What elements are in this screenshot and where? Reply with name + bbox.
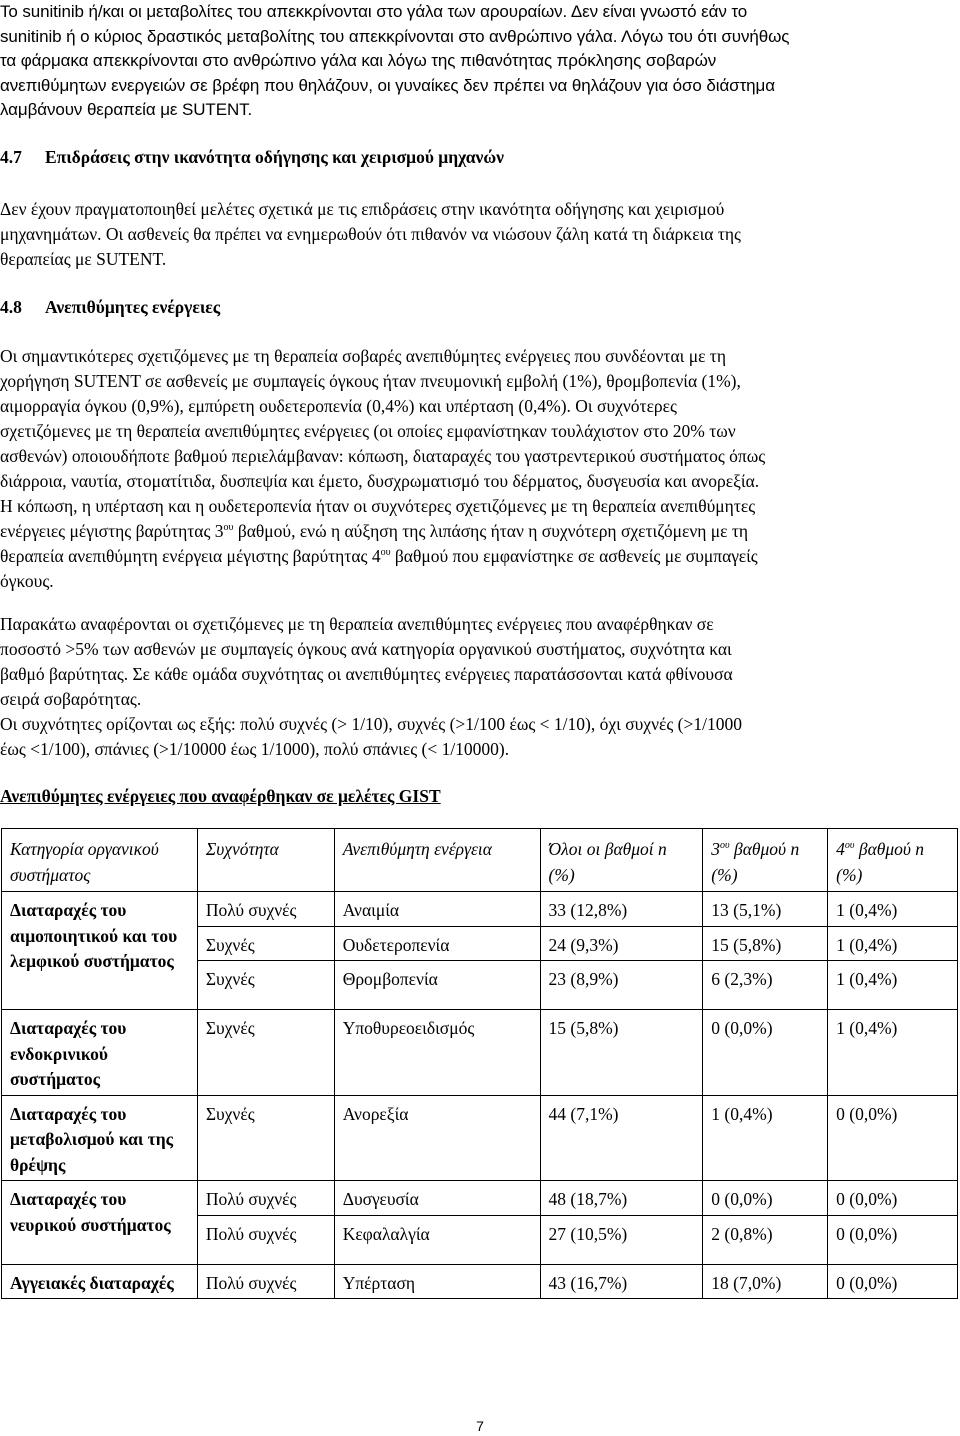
table-row	[2, 1010, 958, 1096]
grade-3-cell: 0 (0,0%)	[703, 1181, 828, 1216]
system-cell: Αγγειακές διαταραχές	[2, 1264, 198, 1299]
text-line: τα φάρμακα απεκκρίνονται στο ανθρώπινο γάλα και λόγω της πιθανότητας πρόκλησης σοβαρών	[0, 51, 717, 70]
all-grades-cell: 15 (5,8%)	[540, 1010, 703, 1096]
system-cell: Διαταραχές του μεταβολισμού και της θρέψης	[2, 1095, 198, 1181]
grade-4-cell: 0 (0,0%)	[828, 1264, 958, 1299]
all-grades-cell: 33 (12,8%)	[540, 892, 703, 927]
grade-4-cell: 1 (0,4%)	[828, 926, 958, 961]
lactation-paragraph	[0, 0, 950, 123]
grade-3-cell: 1 (0,4%)	[703, 1095, 828, 1181]
frequency-cell: Συχνές	[197, 926, 334, 961]
grade-4-cell: 1 (0,4%)	[828, 892, 958, 927]
table-header-row	[2, 829, 958, 892]
section-number: 4.7	[0, 147, 22, 167]
text-line: ανεπιθύμητων ενεργειών σε βρέφη που θηλάζουν, οι γυναίκες δεν πρέπει να θηλάζουν για όσο διάστημα	[0, 75, 775, 95]
table-row	[2, 1264, 958, 1299]
text-line: διάρροια, ναυτία, στοματίτιδα, δυσπεψία και έμετο, δυσχρωματισμό του δέρματος, δυσγευσία και ανορεξία.	[0, 471, 760, 491]
text-line: ενέργειες μέγιστης βαρύτητας $3^{o\upsilon}$ βαθμού, ενώ η αύξηση της λιπάσης ήταν η συχνότερη σχετιζόμενη με τη	[0, 521, 749, 541]
text-line: χορήγηση SUTENT σε ασθενείς με συμπαγείς όγκους ήταν πνευμονική εμβολή (1%), θρομβοπενία (1%),	[0, 371, 741, 391]
section-number: 4.8	[0, 297, 22, 317]
text-line: σχετιζόμενες με τη θεραπεία ανεπιθύμητες ενέργειες (οι οποίες εμφανίστηκαν τουλάχιστον στο 20% των	[0, 421, 736, 441]
adverse-summary-paragraph	[0, 344, 945, 594]
grade-3-cell: 2 (0,8%)	[703, 1215, 828, 1264]
frequency-cell: Πολύ συχνές	[197, 1181, 334, 1216]
text-line: όγκους.	[0, 571, 54, 591]
text-line: θεραπείας με SUTENT.	[0, 249, 167, 269]
adverse-reactions-table	[1, 828, 958, 1299]
reaction-cell: Ανορεξία	[334, 1095, 540, 1181]
reaction-cell: Θρομβοπενία	[334, 961, 540, 1010]
frequency-definitions-paragraph	[0, 712, 945, 762]
header-grade-3: $3^{o\upsilon}$ βαθμού n (%)	[703, 829, 828, 892]
text-line: Οι σημαντικότερες σχετιζόμενες με τη θεραπεία σοβαρές ανεπιθύμητες ενέργειες που συνδέονται με τη	[0, 346, 726, 366]
header-frequency: Συχνότητα	[197, 829, 334, 892]
grade-4-cell: 1 (0,4%)	[828, 961, 958, 1010]
text-line: Η κόπωση, η υπέρταση και η ουδετεροπενία ήταν οι συχνότερες σχετιζόμενες με τη θεραπεία ανεπιθύμητες	[0, 496, 756, 516]
reaction-cell: Κεφαλαλγία	[334, 1215, 540, 1264]
text-line: θεραπεία ανεπιθύμητη ενέργεια μέγιστης βαρύτητας $4^{o\upsilon}$ βαθμού που εμφανίστηκε σε ασθενείς με συμπαγείς	[0, 546, 758, 566]
text-line: λαμβάνουν θεραπεία με SUTENT.	[0, 100, 253, 119]
text-line: μηχανημάτων. Οι ασθενείς θα πρέπει να ενημερωθούν ότι πιθανόν να νιώσουν ζάλη κατά τη διάρκεια της	[0, 224, 741, 244]
frequency-cell: Πολύ συχνές	[197, 1264, 334, 1299]
header-all-grades: Όλοι οι βαθμοί n (%)	[540, 829, 703, 892]
text-line: έως <1/100), σπάνιες (>1/10000 έως 1/1000), πολύ σπάνιες (< 1/10000).	[0, 739, 510, 759]
header-system: Κατηγορία οργανικού συστήματος	[2, 829, 198, 892]
text-line: sunitinib ή ο κύριος δραστικός μεταβολίτης του απεκκρίνονται στο ανθρώπινο γάλα. Λόγω του ότι συνήθως	[0, 26, 790, 46]
all-grades-cell: 24 (9,3%)	[540, 926, 703, 961]
frequency-cell: Συχνές	[197, 961, 334, 1010]
grade-4-cell: 0 (0,0%)	[828, 1215, 958, 1264]
table-row	[2, 892, 958, 927]
header-reaction: Ανεπιθύμητη ενέργεια	[334, 829, 540, 892]
grade-3-cell: 15 (5,8%)	[703, 926, 828, 961]
grade-3-cell: 6 (2,3%)	[703, 961, 828, 1010]
system-cell: Διαταραχές του ενδοκρινικού συστήματος	[2, 1010, 198, 1096]
grade-4-cell: 0 (0,0%)	[828, 1095, 958, 1181]
grade-3-cell: 18 (7,0%)	[703, 1264, 828, 1299]
all-grades-cell: 43 (16,7%)	[540, 1264, 703, 1299]
frequency-cell: Συχνές	[197, 1095, 334, 1181]
all-grades-cell: 23 (8,9%)	[540, 961, 703, 1010]
text-line: σειρά σοβαρότητας.	[0, 689, 142, 709]
section-4-8-heading	[0, 295, 220, 320]
all-grades-cell: 44 (7,1%)	[540, 1095, 703, 1181]
section-title: Ανεπιθύμητες ενέργειες	[45, 297, 221, 317]
grade-4-cell: 1 (0,4%)	[828, 1010, 958, 1096]
text-line: ποσοστό >5% των ασθενών με συμπαγείς όγκους ανά κατηγορία οργανικού συστήματος, συχνότητα και	[0, 639, 732, 659]
system-cell: Διαταραχές του νευρικού συστήματος	[2, 1181, 198, 1265]
section-title: Επιδράσεις στην ικανότητα οδήγησης και χειρισμού μηχανών	[45, 147, 504, 167]
frequency-cell: Πολύ συχνές	[197, 1215, 334, 1264]
all-grades-cell: 27 (10,5%)	[540, 1215, 703, 1264]
table-row	[2, 1181, 958, 1216]
text-line: Δεν έχουν πραγματοποιηθεί μελέτες σχετικά με τις επιδράσεις στην ικανότητα οδήγησης και χειρισμού	[0, 199, 725, 219]
header-grade-4: $4^{o\upsilon}$ βαθμού n (%)	[828, 829, 958, 892]
listing-paragraph	[0, 612, 945, 712]
reaction-cell: Υπέρταση	[334, 1264, 540, 1299]
reaction-cell: Υποθυρεοειδισμός	[334, 1010, 540, 1096]
reaction-cell: Αναιμία	[334, 892, 540, 927]
text-line: ασθενών) οποιουδήποτε βαθμού περιελάμβαναν: κόπωση, διαταραχές του γαστρεντερικού συστήματος όπως	[0, 446, 766, 466]
page-number: 7	[476, 1418, 484, 1434]
reaction-cell: Δυσγευσία	[334, 1181, 540, 1216]
text-line: Παρακάτω αναφέρονται οι σχετιζόμενες με τη θεραπεία ανεπιθύμητες ενέργειες που αναφέρθηκαν σε	[0, 614, 714, 634]
gist-table-title: Ανεπιθύμητες ενέργειες που αναφέρθηκαν σε μελέτες GIST	[0, 786, 441, 806]
section-4-7-heading	[0, 145, 504, 170]
text-line: βαθμό βαρύτητας. Σε κάθε ομάδα συχνότητας οι ανεπιθύμητες ενέργειες παρατάσσονται κατά φθίνουσα	[0, 664, 733, 684]
text-line: Οι συχνότητες ορίζονται ως εξής: πολύ συχνές (> 1/10), συχνές (>1/100 έως < 1/10), όχι συχνές (>1/1000	[0, 714, 742, 734]
text-line: To sunitinib ή/και οι μεταβολίτες του απεκκρίνονται στο γάλα των αρουραίων. Δεν είναι γνωστό εάν το	[0, 2, 748, 21]
reaction-cell: Ουδετεροπενία	[334, 926, 540, 961]
grade-3-cell: 13 (5,1%)	[703, 892, 828, 927]
table-row	[2, 1095, 958, 1181]
grade-4-cell: 0 (0,0%)	[828, 1181, 958, 1216]
grade-3-cell: 0 (0,0%)	[703, 1010, 828, 1096]
driving-paragraph	[0, 197, 945, 272]
frequency-cell: Πολύ συχνές	[197, 892, 334, 927]
system-cell: Διαταραχές του αιμοποιητικού και του λεμφικού συστήματος	[2, 892, 198, 1010]
all-grades-cell: 48 (18,7%)	[540, 1181, 703, 1216]
text-line: αιμορραγία όγκου (0,9%), εμπύρετη ουδετεροπενία (0,4%) και υπέρταση (0,4%). Οι συχνότερες	[0, 396, 677, 416]
frequency-cell: Συχνές	[197, 1010, 334, 1096]
